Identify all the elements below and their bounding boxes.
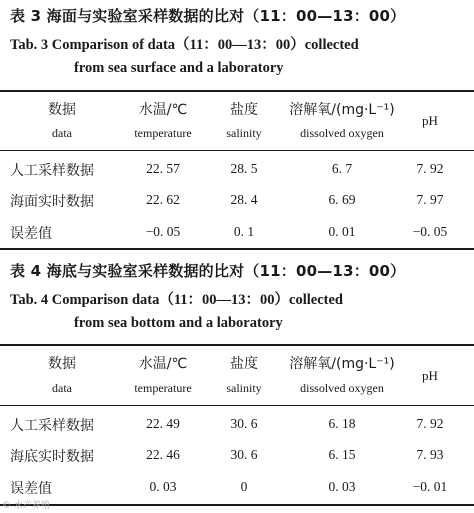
table-3-cell-temperature: 22. 57 [146,161,180,176]
table-3-header-rule [0,150,474,151]
table-4-cell-oxygen: 0. 03 [328,479,356,494]
table-4-header-temperature-en: temperature [134,381,192,395]
table-3-header-salinity-en: salinity [226,126,262,140]
table-4-bottom-rule [0,504,474,506]
table-3-cell-ph: 7. 92 [416,161,444,176]
table-4-en-title: Tab. 4 Comparison data（11：00—13：00）collected [10,292,343,308]
table-3-row-label: 误差值 [10,226,52,242]
table-3-cell-salinity: 28. 4 [230,192,258,207]
table-3-header-data-cn: 数据 [48,102,76,118]
table-3-cell-temperature: 22. 62 [146,192,180,207]
table-3-cell-ph: 7. 97 [416,192,444,207]
table-3-cell-oxygen: 6. 69 [328,192,356,207]
table-3-cn-title: 表 3 海面与实验室采样数据的比对（11：00—13：00） [10,7,406,25]
table-4-top-rule [0,344,474,346]
table-4-header-temperature-cn: 水温/℃ [138,356,188,372]
table-4-en-title-cont: from sea bottom and a laboratory [74,315,283,331]
table-3-row-label: 海面实时数据 [10,194,94,210]
table-3-en-title-cont: from sea surface and a laboratory [74,60,284,76]
table-4-cell-ph: 7. 92 [416,416,444,431]
table-4-header-oxygen-en: dissolved oxygen [300,381,384,395]
table-4-cell-ph: −0. 01 [412,479,448,494]
table-4-header-salinity-cn: 盐度 [230,356,258,372]
table-3-header-ph: pH [422,113,438,128]
table-4-header-data-en: data [52,381,72,395]
table-3-cell-ph: −0. 05 [412,224,448,239]
table-3-cell-oxygen: 6. 7 [331,161,353,176]
table-3-top-rule [0,90,474,92]
table-3-header-salinity-cn: 盐度 [230,102,258,118]
table-4-row-label: 人工采样数据 [10,418,94,434]
table-4-cell-oxygen: 6. 15 [328,447,356,462]
table-3-bottom-rule [0,248,474,250]
table-3-header-oxygen-en: dissolved oxygen [300,126,384,140]
table-4-header-oxygen-cn: 溶解氧/(mg·L⁻¹) [289,356,395,372]
table-4-cell-ph: 7. 93 [416,447,444,462]
table-4-row-label: 误差值 [10,481,52,497]
table-4-cn-title: 表 4 海底与实验室采样数据的比对（11：00—13：00） [10,262,406,280]
table-3-header-temperature-cn: 水温/℃ [138,102,188,118]
watermark: © 水产养殖 [2,501,50,511]
table-4-cell-temperature: 0. 03 [149,479,177,494]
table-4-cell-temperature: 22. 46 [146,447,180,462]
table-3-cell-salinity: 28. 5 [230,161,258,176]
table-3-header-data-en: data [52,126,72,140]
table-3-en-title: Tab. 3 Comparison of data（11：00—13：00）collected [10,37,359,53]
table-3-row-label: 人工采样数据 [10,163,94,179]
table-4-header-ph: pH [422,368,438,383]
table-4-cell-salinity: 0 [240,479,248,494]
table-4-header-data-cn: 数据 [48,356,76,372]
table-3-cell-oxygen: 0. 01 [328,224,356,239]
table-3-header-temperature-en: temperature [134,126,192,140]
table-4-row-label: 海底实时数据 [10,449,94,465]
table-3-header-oxygen-cn: 溶解氧/(mg·L⁻¹) [289,102,395,118]
table-4-header-salinity-en: salinity [226,381,262,395]
table-4-cell-salinity: 30. 6 [230,416,258,431]
table-4-cell-salinity: 30. 6 [230,447,258,462]
table-4-cell-temperature: 22. 49 [146,416,180,431]
table-4-header-rule [0,405,474,406]
table-3-cell-salinity: 0. 1 [233,224,255,239]
table-4-cell-oxygen: 6. 18 [328,416,356,431]
table-3-cell-temperature: −0. 05 [145,224,181,239]
